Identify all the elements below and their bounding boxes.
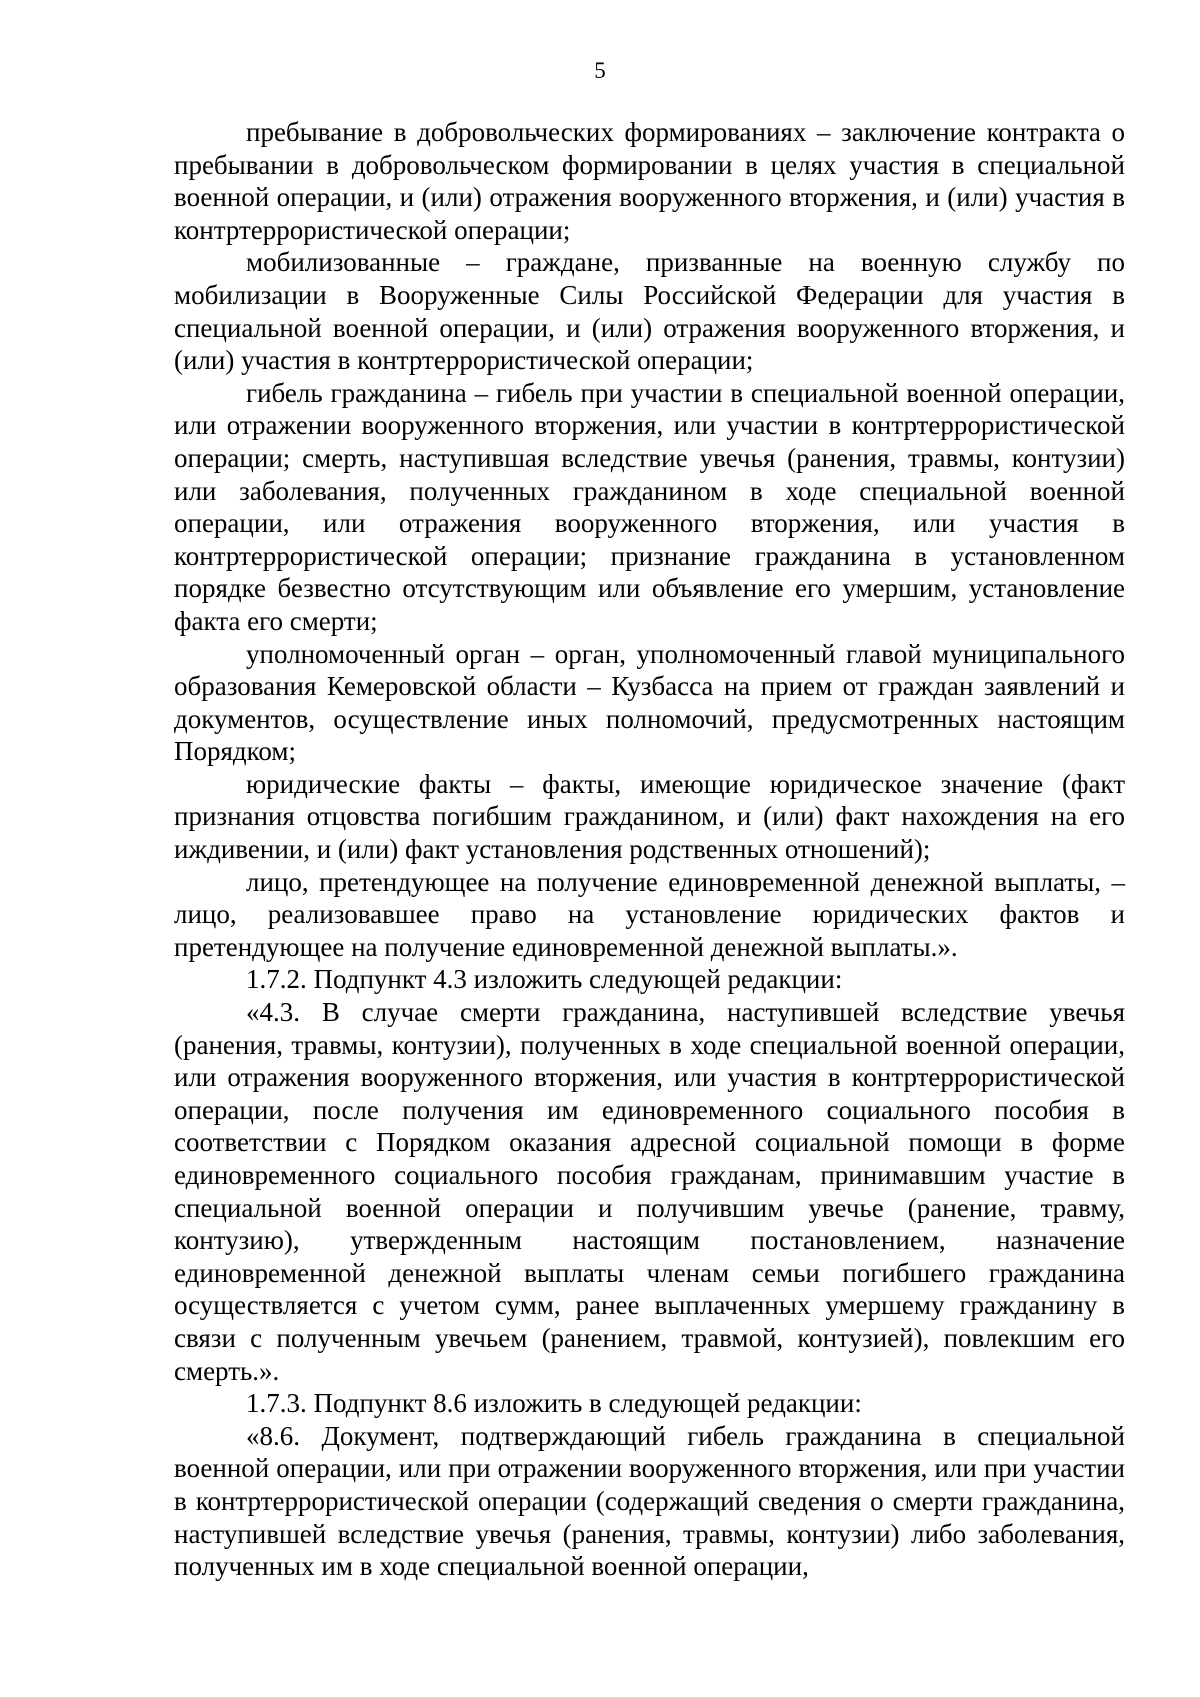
definition-paragraph-citizen-death: гибель гражданина – гибель при участии в специальной военной операции, или отражении вооруженного вторжения, или участии в контртеррористической операции; смерть, наступившая вследствие увечья (ранения, травмы, контузии) или заболевания, полученных гражданином в ходе специальной военной операции, или отражения вооруженного вторжения, или участия в контртеррористической операции; признание гражданина в установленном порядке безвестно отсутствующим или объявление его умершим, установление факта его смерти; bbox=[174, 377, 1125, 636]
definition-paragraph-volunteer-formations: пребывание в добровольческих формированиях – заключение контракта о пребывании в добровольческом формировании в целях участия в специальной военной операции, и (или) отражения вооруженного вторжения, и (или) участия в контртеррористической операции; bbox=[174, 117, 1125, 245]
amendment-heading-8-6: 1.7.3. Подпункт 8.6 изложить в следующей редакции: bbox=[246, 1388, 862, 1419]
definition-paragraph-legal-facts: юридические факты – факты, имеющие юридическое значение (факт признания отцовства погибшим гражданином, и (или) факт нахождения на его иждивении, и (или) факт установления родственных отношений); bbox=[174, 768, 1125, 865]
amendment-text-8-6: «8.6. Документ, подтверждающий гибель гражданина в специальной военной операции, или при отражении вооруженного вторжения, или при участии в контртеррористической операции (содержащий сведения о смерти гражданина, наступившей вследствие увечья (ранения, травмы, контузии) либо заболевания, полученных им в ходе специальной военной операции, bbox=[174, 1420, 1125, 1582]
definition-paragraph-mobilized: мобилизованные – граждане, призванные на военную службу по мобилизации в Вооруженные Силы Российской Федерации для участия в специальной военной операции, и (или) отражения вооруженного вторжения, и (или) участия в контртеррористической операции; bbox=[174, 247, 1125, 376]
definition-paragraph-authorized-body: уполномоченный орган – орган, уполномоченный главой муниципального образования Кемеровской области – Кузбасса на прием от граждан заявлений и документов, осуществление иных полномочий, предусмотренных настоящим Порядком; bbox=[174, 638, 1125, 767]
definition-paragraph-applicant: лицо, претендующее на получение единовременной денежной выплаты, – лицо, реализовавшее право на установление юридических фактов и претендующее на получение единовременной денежной выплаты.». bbox=[174, 866, 1125, 962]
amendment-text-4-3: «4.3. В случае смерти гражданина, наступившей вследствие увечья (ранения, травмы, контузии), полученных в ходе специальной военной операции, или отражения вооруженного вторжения, или участия в контртеррористической операции, после получения им единовременного социального пособия в соответствии с Порядком оказания адресной социальной помощи в форме единовременного социального пособия гражданам, принимавшим участие в специальной военной операции и получившим увечье (ранение, травму, контузию), утвержденным настоящим постановлением, назначение единовременной денежной выплаты членам семьи погибшего гражданина осуществляется с учетом сумм, ранее выплаченных умершему гражданину в связи с полученным увечьем (ранением, травмой, контузией), повлекшим его смерть.». bbox=[174, 997, 1125, 1386]
document-body bbox=[174, 116, 1125, 1583]
page-number: 5 bbox=[594, 58, 606, 83]
amendment-heading-4-3: 1.7.2. Подпункт 4.3 изложить следующей редакции: bbox=[246, 964, 843, 995]
